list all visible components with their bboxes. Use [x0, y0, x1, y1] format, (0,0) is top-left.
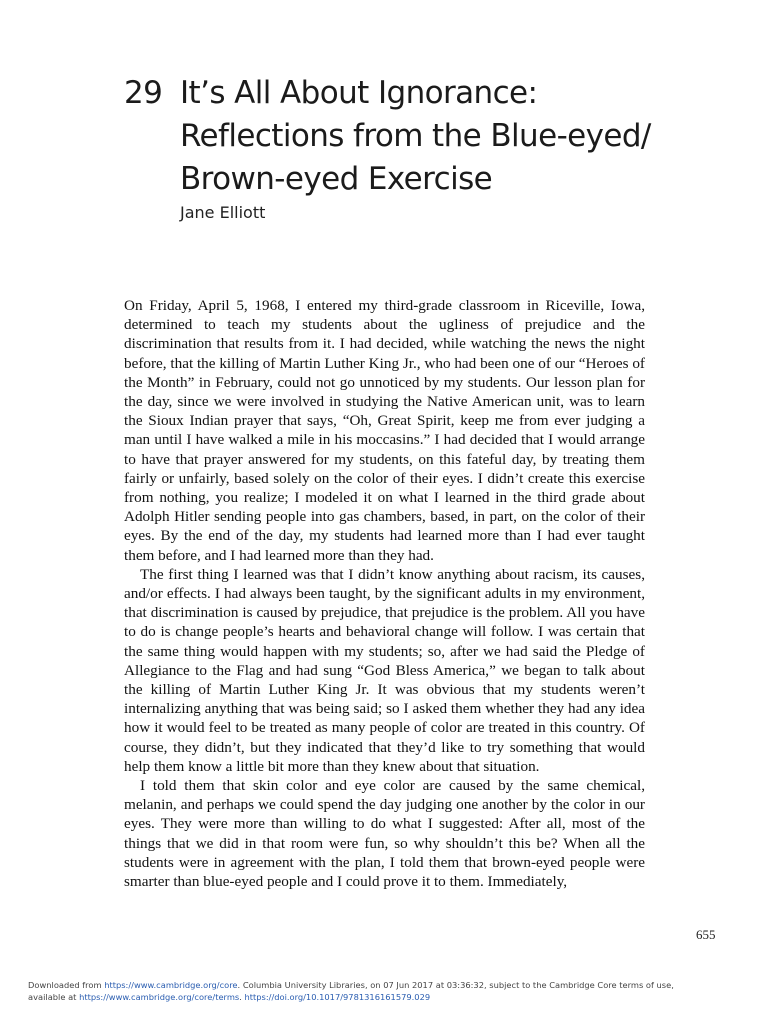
paragraph: On Friday, April 5, 1968, I entered my third-grade classroom in Riceville, Iowa, determined to teach my students about the ugliness of prejudice and the discrimination that results from it. I had decided, while watching the news the night before, that the killing of Martin Luther King Jr., who had been one of our “Heroes of the Month” in February, could not go unnoticed by my students. Our lesson plan for the day, since we were involved in studying the Native American unit, was to learn the Sioux Indian prayer that says, “Oh, Great Spirit, keep me from ever judging a man until I have walked a mile in his moccasins.” I had decided that I would arrange to have that prayer answered for my students, on this fateful day, by treating them fairly or unfairly, based solely on the color of their eyes. I didn’t create this exercise from nothing, you realize; I modeled it on what I learned in the third grade about Adolph Hitler sending people into gas chambers, based, in part, on the color of their eyes. By the end of the day, my students had learned more than I had ever taught them before, and I had learned more than they had. [124, 297, 645, 564]
footer-text: . Columbia University Libraries, on 07 Jun 2017 at 03:36:32, subject to the Cambridge Core terms of use, [237, 980, 674, 990]
doi-link[interactable]: https://doi.org/10.1017/9781316161579.029 [244, 992, 431, 1002]
chapter-heading [124, 72, 724, 201]
page-number: 655 [696, 927, 716, 942]
paragraph: The first thing I learned was that I didn’t know anything about racism, its causes, and/or effects. I had always been taught, by the significant adults in my environment, that discrimination is caused by prejudice, that prejudice is the problem. All you have to do is change people’s hearts and behavioral change will follow. I was certain that the same thing would happen with my students; so, after we had said the Pledge of Allegiance to the Flag and had sung “God Bless America,” we began to talk about the killing of Martin Luther King Jr. It was obvious that my students weren’t internalizing anything that was being said; so I asked them whether they had any idea how it would feel to be treated as many people of color are treated in this country. Of course, they didn’t, but they indicated that they’d like to try something that would help them know a little bit more than they knew about that situation. [124, 565, 645, 775]
footer-line-2 [28, 991, 740, 1003]
download-footer [28, 979, 740, 1003]
footer-line-1 [28, 979, 740, 991]
footer-text: available at [28, 992, 80, 1002]
chapter-title-line-2: Reflections from the Blue-eyed/ [180, 118, 651, 154]
footer-text: Downloaded from [28, 980, 105, 990]
author-name: Jane Elliott [180, 203, 266, 222]
chapter-title-line-1: It’s All About Ignorance: [180, 75, 538, 111]
paragraph: I told them that skin color and eye color are caused by the same chemical, melanin, and perhaps we could spend the day judging one another by the color in our eyes. They were more than willing to do what I suggested: After all, most of the things that we did in that room were fun, so why shouldn’t this be? When all the students were in agreement with the plan, I told them that brown-eyed people were smarter than blue-eyed people and I could prove it to them. Immediately, [124, 777, 645, 891]
footer-text: . [239, 992, 245, 1002]
chapter-title-line-3: Brown-eyed Exercise [180, 161, 493, 197]
cambridge-core-link[interactable]: https://www.cambridge.org/core [104, 980, 238, 990]
chapter-number: 29 [124, 75, 163, 111]
terms-link[interactable]: https://www.cambridge.org/core/terms [79, 992, 240, 1002]
body-text [124, 296, 645, 891]
